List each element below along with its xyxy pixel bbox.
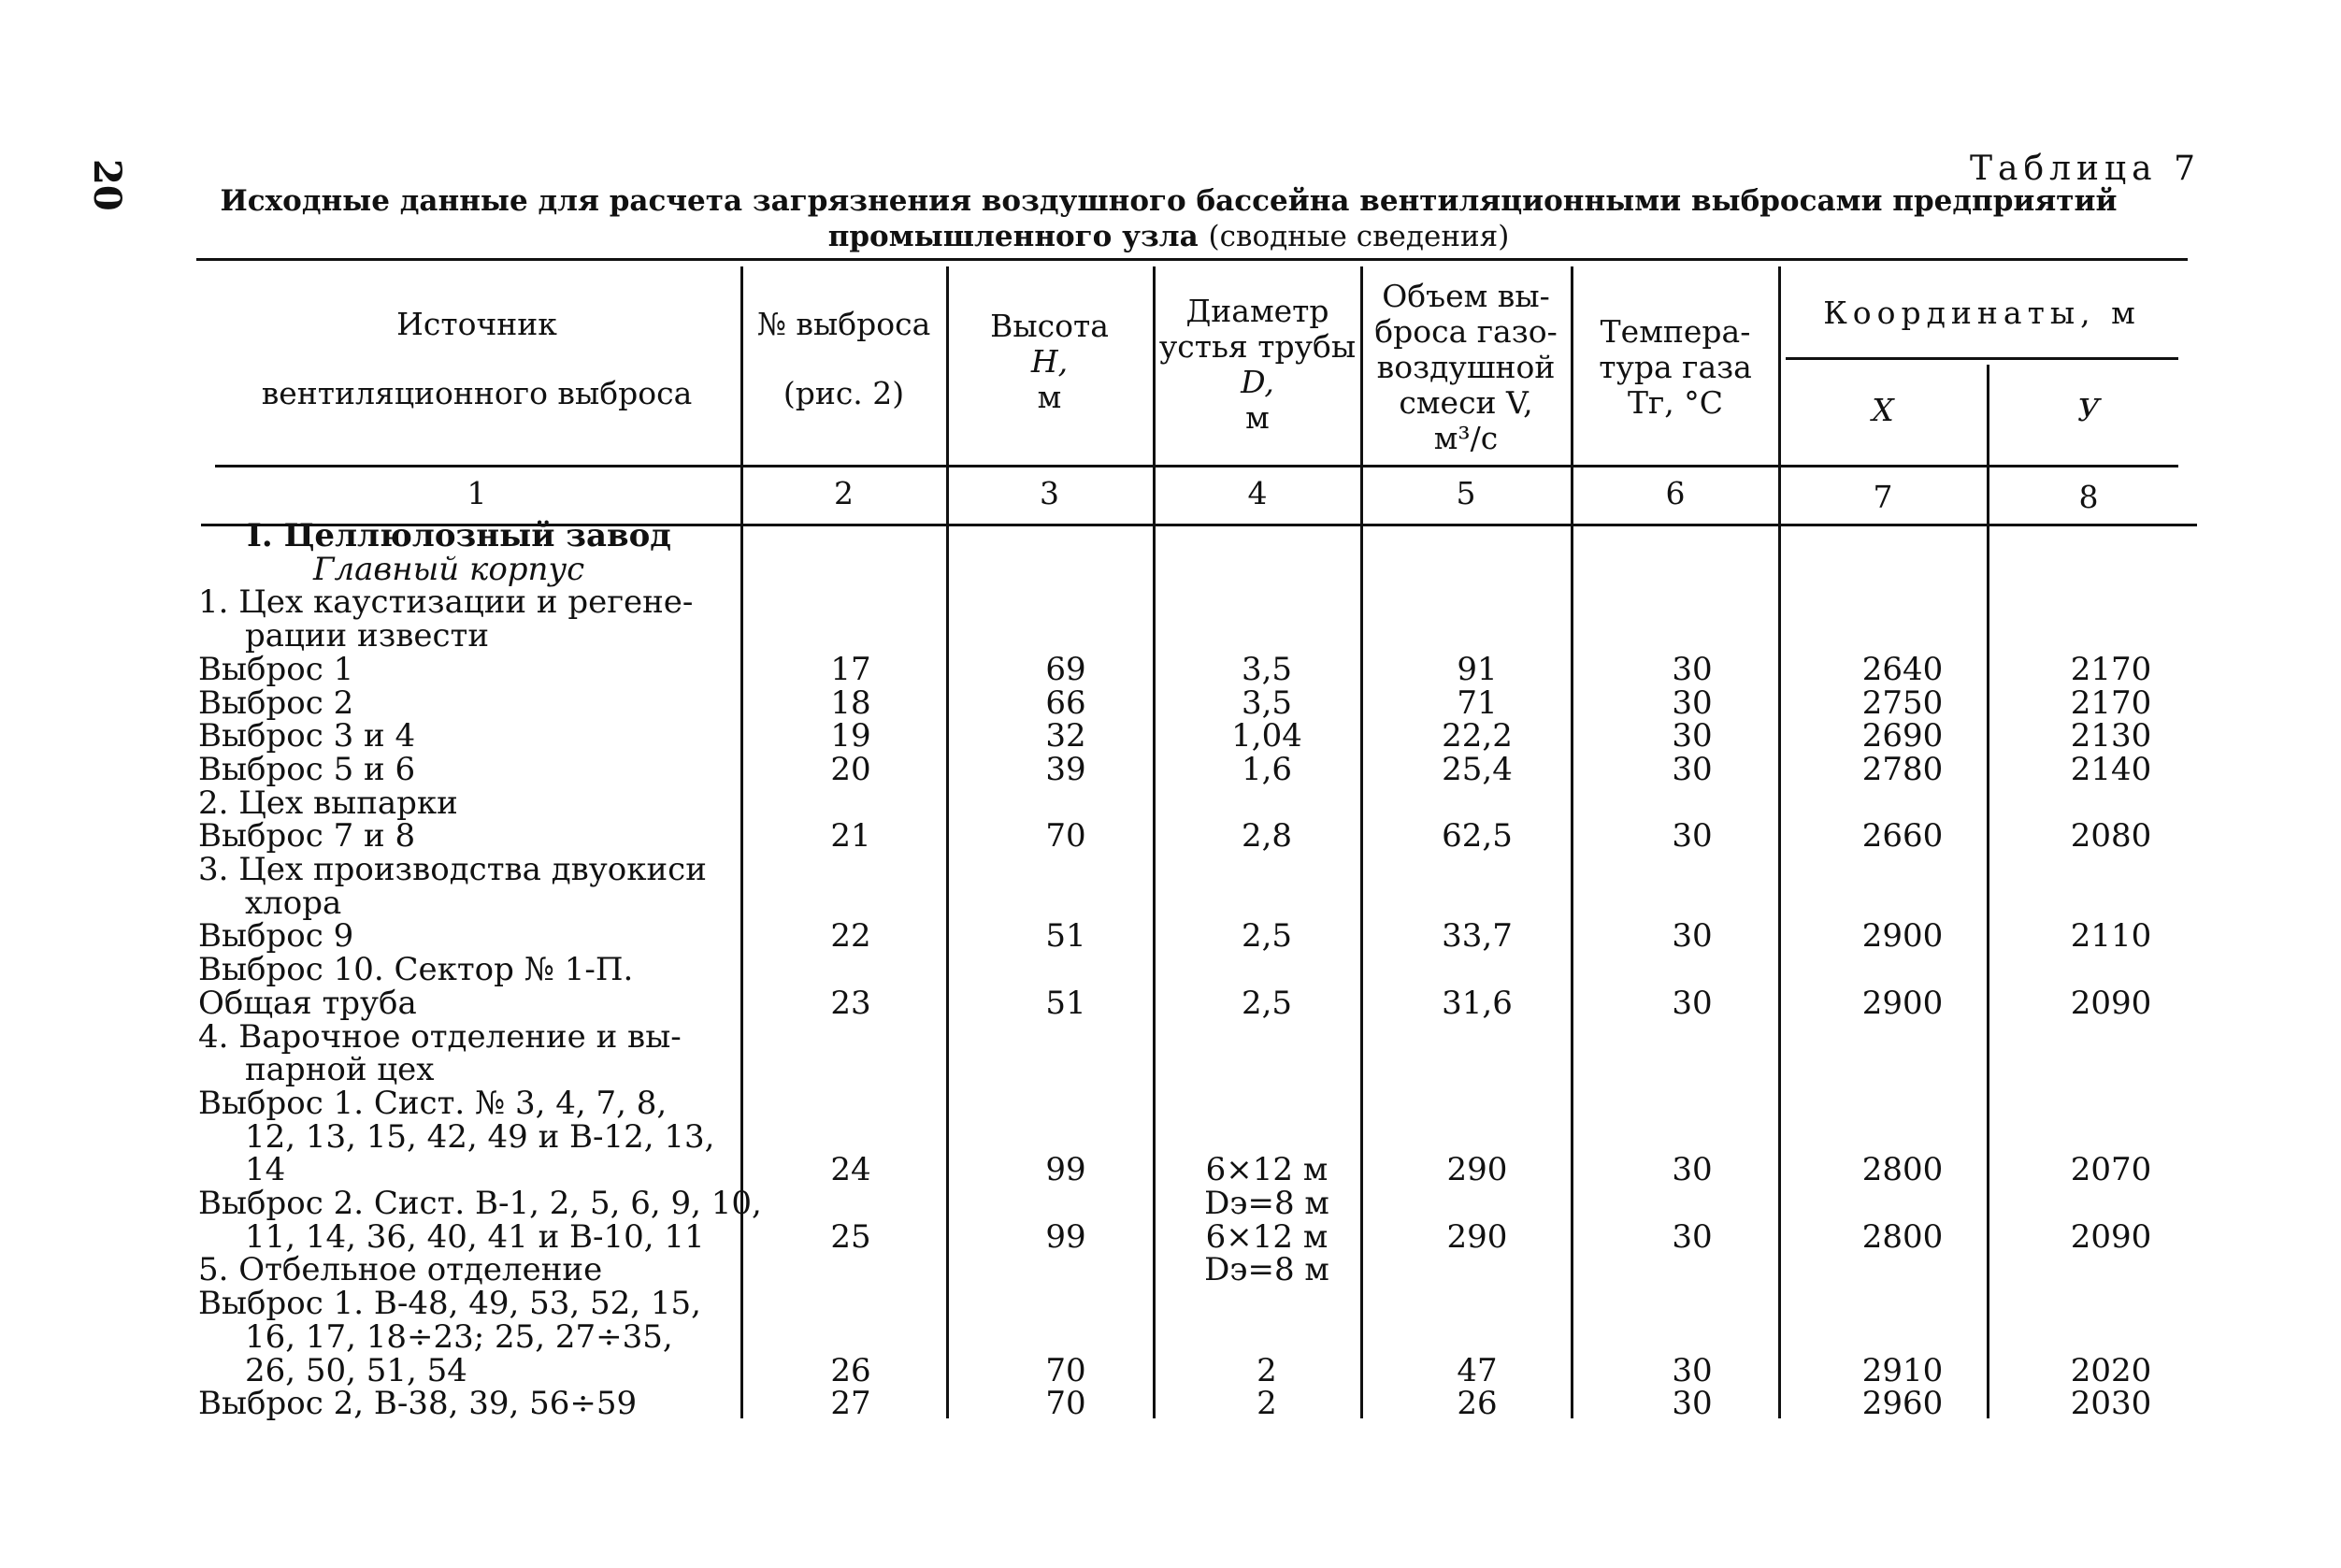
colnum-7: 7	[1873, 479, 1893, 515]
source-cell: Выброс 9	[198, 917, 354, 956]
header-temperature	[1573, 314, 1777, 421]
cell-c3: 69	[1045, 650, 1086, 688]
table-row	[0, 917, 2341, 956]
cell-c7: 2690	[1861, 717, 1944, 755]
cell-c3: 51	[1045, 984, 1086, 1022]
cell-c5: 62,5	[1442, 817, 1513, 856]
cell-c4: 6×12 м	[1205, 1151, 1328, 1189]
table-row	[0, 817, 2341, 856]
header-volume-line1: Объем вы-	[1382, 278, 1550, 314]
cell-c4: 3,5	[1241, 683, 1293, 722]
source-cell: 2. Цех выпарки	[198, 784, 458, 822]
cell-c3: 39	[1045, 750, 1086, 788]
source-cell: хлора	[245, 884, 342, 922]
cell-c2: 19	[830, 717, 871, 755]
cell-c5: 47	[1457, 1351, 1498, 1389]
source-cell: I. Целлюлозный завод	[247, 517, 671, 554]
cell-c3: 66	[1045, 683, 1086, 722]
colnum-2: 2	[834, 475, 854, 511]
cell-c5: 91	[1457, 650, 1498, 688]
header-diameter	[1156, 294, 1359, 436]
cell-c7: 2750	[1861, 683, 1944, 722]
cell-c3: 70	[1045, 817, 1086, 856]
cell-c2: 26	[830, 1351, 871, 1389]
source-cell: 26, 50, 51, 54	[245, 1351, 467, 1389]
table-row	[0, 750, 2341, 788]
header-height-line3: м	[1037, 379, 1062, 415]
table-row	[0, 786, 2341, 820]
cell-c6: 30	[1672, 817, 1713, 856]
table-row	[0, 1086, 2341, 1120]
header-height-line2: H,	[1030, 343, 1069, 380]
cell-c6: 30	[1672, 984, 1713, 1022]
colnum-4: 4	[1247, 475, 1268, 511]
table-row	[0, 1217, 2341, 1256]
cell-c4: 2	[1257, 1385, 1277, 1423]
cell-c4: 1,6	[1241, 750, 1293, 788]
source-cell: 5. Отбельное отделение	[198, 1251, 603, 1289]
table-row	[0, 619, 2341, 653]
caption-bold-part: промышленного узла	[827, 220, 1199, 253]
source-cell: Выброс 1. Сист. № 3, 4, 7, 8,	[198, 1084, 668, 1122]
header-temperature-line2: тура газа	[1599, 349, 1752, 385]
header-volume-line5: м³/с	[1433, 420, 1499, 456]
source-cell: Общая труба	[198, 984, 417, 1022]
cell-c6: 30	[1672, 650, 1713, 688]
cell-c2: 22	[830, 917, 871, 956]
table-row	[0, 1017, 2341, 1056]
cell-c7: 2800	[1861, 1151, 1944, 1189]
header-temperature-line1: Темпера-	[1600, 313, 1751, 350]
colnum-8: 8	[2078, 479, 2099, 515]
table-row	[0, 1385, 2341, 1423]
header-coordinates: Координаты, м	[1823, 295, 2141, 331]
table-row	[0, 1351, 2341, 1389]
source-cell: парной цех	[245, 1051, 435, 1089]
cell-c2: 17	[830, 650, 871, 688]
header-emission-no	[743, 307, 944, 411]
header-source-line1: Источник	[396, 306, 557, 342]
cell-c6: 30	[1672, 683, 1713, 722]
cell-c3: 99	[1045, 1151, 1086, 1189]
coords-subheader-rule	[1786, 357, 2178, 360]
cell-c3: 70	[1045, 1385, 1086, 1423]
cell-c4: 3,5	[1241, 650, 1293, 688]
source-cell: 12, 13, 15, 42, 49 и В-12, 13,	[245, 1117, 715, 1156]
header-emission-no-line2: (рис. 2)	[783, 375, 905, 411]
cell-c3: 51	[1045, 917, 1086, 956]
header-volume-line4: смеси V,	[1399, 384, 1533, 421]
cell-c2: 24	[830, 1151, 871, 1189]
header-y: У	[2077, 392, 2100, 428]
cell-c8: 2170	[2070, 650, 2152, 688]
header-source	[215, 307, 739, 411]
header-x: X	[1872, 392, 1894, 428]
cell-c2: 18	[830, 683, 871, 722]
table-row	[0, 853, 2341, 886]
cell-c8: 2110	[2070, 917, 2152, 956]
table-top-rule	[196, 258, 2188, 261]
cell-c4: 2,8	[1241, 817, 1293, 856]
cell-c8: 2070	[2070, 1151, 2152, 1189]
source-cell: Выброс 3 и 4	[198, 717, 416, 755]
cell-c8: 2090	[2070, 984, 2152, 1022]
table-row	[0, 519, 2341, 553]
table-row	[0, 683, 2341, 722]
cell-c7: 2800	[1861, 1217, 1944, 1256]
cell-c8: 2080	[2070, 817, 2152, 856]
page-number: 20	[85, 159, 129, 211]
table-caption-line1: Исходные данные для расчета загрязнения воздушного бассейна вентиляционными выбросами предприятий	[220, 184, 2118, 218]
table-label: Таблица 7	[1970, 150, 2201, 188]
source-cell: 3. Цех производства двуокиси	[198, 851, 707, 888]
header-diameter-line3: D,	[1241, 364, 1274, 400]
cell-c7: 2910	[1861, 1351, 1944, 1389]
cell-c4: 2,5	[1241, 984, 1293, 1022]
cell-c7: 2640	[1861, 650, 1944, 688]
table-row	[0, 1285, 2341, 1323]
source-cell: 14	[245, 1151, 286, 1189]
table-row	[0, 886, 2341, 920]
header-diameter-line2: устья трубы	[1158, 328, 1357, 365]
header-temperature-line3: Тг, °С	[1627, 384, 1724, 421]
table-row	[0, 986, 2341, 1020]
source-cell: Выброс 2, В-38, 39, 56÷59	[198, 1385, 638, 1423]
source-cell: Выброс 7 и 8	[198, 817, 416, 856]
header-volume	[1363, 279, 1569, 456]
cell-c6: 30	[1672, 1385, 1713, 1423]
cell-c5: 26	[1457, 1385, 1498, 1423]
cell-c4: 6×12 м	[1205, 1217, 1328, 1256]
table-row	[0, 1317, 2341, 1356]
colnum-5: 5	[1456, 475, 1476, 511]
table-row	[0, 1253, 2341, 1287]
source-cell: 16, 17, 18÷23; 25, 27÷35,	[245, 1317, 673, 1356]
cell-c4: 1,04	[1231, 717, 1302, 755]
table-row	[0, 719, 2341, 753]
cell-c4: Dэ=8 м	[1204, 1185, 1329, 1222]
cell-c2: 25	[830, 1217, 871, 1256]
table-row	[0, 650, 2341, 688]
cell-c8: 2170	[2070, 683, 2152, 722]
cell-c7: 2900	[1861, 917, 1944, 956]
table-row	[0, 1153, 2341, 1187]
source-cell: Выброс 2. Сист. В-1, 2, 5, 6, 9, 10,	[198, 1185, 762, 1222]
cell-c5: 71	[1457, 683, 1498, 722]
cell-c7: 2660	[1861, 817, 1944, 856]
colnum-1: 1	[467, 475, 487, 511]
source-cell: 1. Цех каустизации и регене-	[198, 583, 694, 622]
table-row	[0, 583, 2341, 622]
header-source-line2: вентиляционного выброса	[261, 375, 693, 411]
cell-c5: 31,6	[1442, 984, 1513, 1022]
cell-c5: 33,7	[1442, 917, 1513, 956]
cell-c4: 2,5	[1241, 917, 1293, 956]
header-volume-line2: броса газо-	[1374, 313, 1558, 350]
table-row	[0, 550, 2341, 588]
cell-c4: 2	[1257, 1351, 1277, 1389]
source-cell: рации извести	[245, 617, 490, 655]
table-row	[0, 951, 2341, 989]
cell-c3: 70	[1045, 1351, 1086, 1389]
cell-c2: 23	[830, 984, 871, 1022]
source-cell: Выброс 5 и 6	[198, 750, 416, 788]
header-emission-no-line1: № выброса	[756, 306, 931, 342]
cell-c5: 290	[1446, 1151, 1508, 1189]
source-cell: 11, 14, 36, 40, 41 и В-10, 11	[245, 1217, 705, 1256]
cell-c8: 2140	[2070, 750, 2152, 788]
cell-c2: 20	[830, 750, 871, 788]
cell-c6: 30	[1672, 1217, 1713, 1256]
cell-c3: 99	[1045, 1217, 1086, 1256]
header-diameter-line4: м	[1245, 399, 1270, 436]
source-cell: Выброс 1	[198, 650, 354, 688]
table-row	[0, 1117, 2341, 1156]
cell-c6: 30	[1672, 750, 1713, 788]
cell-c8: 2020	[2070, 1351, 2152, 1389]
cell-c8: 2130	[2070, 717, 2152, 755]
cell-c5: 22,2	[1442, 717, 1513, 755]
cell-c7: 2900	[1861, 984, 1944, 1022]
header-height-line1: Высота	[990, 308, 1109, 344]
cell-c7: 2960	[1861, 1385, 1944, 1423]
table-row	[0, 1051, 2341, 1089]
cell-c5: 25,4	[1442, 750, 1513, 788]
cell-c4: Dэ=8 м	[1204, 1251, 1329, 1289]
source-cell: Главный корпус	[313, 550, 585, 588]
cell-c6: 30	[1672, 717, 1713, 755]
source-cell: 4. Варочное отделение и вы-	[198, 1017, 682, 1056]
cell-c6: 30	[1672, 1351, 1713, 1389]
colnum-6: 6	[1665, 475, 1686, 511]
header-diameter-line1: Диаметр	[1185, 293, 1329, 329]
cell-c5: 290	[1446, 1217, 1508, 1256]
colnum-3: 3	[1040, 475, 1059, 511]
header-height	[949, 309, 1150, 415]
header-bottom-rule	[215, 465, 2178, 468]
source-cell: Выброс 2	[198, 683, 354, 722]
caption-normal-part: (сводные сведения)	[1208, 220, 1510, 253]
source-cell: Выброс 10. Сектор № 1-П.	[198, 951, 634, 989]
table-caption-line2	[187, 219, 2150, 254]
cell-c8: 2030	[2070, 1385, 2152, 1423]
source-cell: Выброс 1. В-48, 49, 53, 52, 15,	[198, 1285, 701, 1323]
cell-c2: 27	[830, 1385, 871, 1423]
cell-c2: 21	[830, 817, 871, 856]
cell-c3: 32	[1045, 717, 1086, 755]
cell-c6: 30	[1672, 917, 1713, 956]
header-volume-line3: воздушной	[1376, 349, 1556, 385]
cell-c6: 30	[1672, 1151, 1713, 1189]
cell-c7: 2780	[1861, 750, 1944, 788]
table-row	[0, 1187, 2341, 1220]
cell-c8: 2090	[2070, 1217, 2152, 1256]
